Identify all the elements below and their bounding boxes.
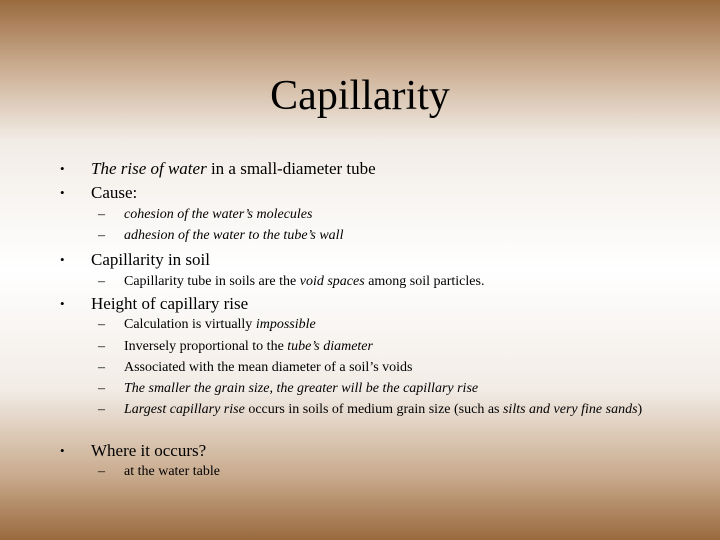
bullet-text xyxy=(91,440,206,462)
sub-bullet-text xyxy=(124,401,664,419)
bullet-icon: • xyxy=(60,443,65,458)
dash-icon: – xyxy=(98,464,105,479)
text-run: Associated with the mean diameter of a soil’s voids xyxy=(124,360,413,375)
dash-icon: – xyxy=(98,339,105,354)
text-run: at the water table xyxy=(124,464,221,479)
dash-icon: – xyxy=(98,274,105,289)
bullet-icon: • xyxy=(60,252,65,267)
bullet-text xyxy=(91,249,210,271)
bullet-text xyxy=(91,293,248,315)
dash-icon: – xyxy=(98,228,105,243)
sub-bullet-text xyxy=(124,206,664,224)
text-run: Height of capillary rise xyxy=(91,294,249,313)
sub-bullet-text xyxy=(124,380,664,398)
text-run: Cause: xyxy=(91,183,138,202)
text-run: Where it occurs? xyxy=(91,441,207,460)
text-run: impossible xyxy=(255,317,316,332)
sub-bullet-text xyxy=(124,273,664,291)
bullet-icon: • xyxy=(60,161,65,176)
sub-bullet-text xyxy=(124,463,664,481)
text-run: Capillarity tube in soils are the xyxy=(124,274,300,289)
dash-icon: – xyxy=(98,402,105,417)
text-run: Calculation is virtually xyxy=(124,317,256,332)
sub-bullet-text xyxy=(124,316,664,334)
dash-icon: – xyxy=(98,381,105,396)
text-run: in a small-diameter tube xyxy=(206,159,376,178)
slide-title: Capillarity xyxy=(270,73,450,119)
text-run: The rise of water xyxy=(91,159,207,178)
bullet-icon: • xyxy=(60,185,65,200)
text-run: silts and very fine sands xyxy=(502,402,638,417)
text-run: Inversely proportional to the xyxy=(124,339,288,354)
text-run: occurs in soils of medium grain size (such as xyxy=(244,402,503,417)
text-run: void spaces xyxy=(299,274,365,289)
bullet-text xyxy=(91,182,137,204)
sub-bullet-text xyxy=(124,338,664,356)
text-run: tube’s diameter xyxy=(287,339,373,354)
bullet-text xyxy=(91,158,376,180)
dash-icon: – xyxy=(98,360,105,375)
text-run: cohesion of the water’s molecules xyxy=(124,207,313,222)
dash-icon: – xyxy=(98,207,105,222)
text-run: Capillarity in soil xyxy=(91,250,210,269)
dash-icon: – xyxy=(98,317,105,332)
bullet-icon: • xyxy=(60,296,65,311)
text-run: Largest capillary rise xyxy=(124,402,245,417)
sub-bullet-text xyxy=(124,359,664,377)
text-run: adhesion of the water to the tube’s wall xyxy=(124,228,344,243)
text-run: ) xyxy=(637,402,643,417)
text-run: The smaller the grain size, the greater will be the capillary rise xyxy=(124,381,479,396)
text-run: among soil particles. xyxy=(364,274,485,289)
sub-bullet-text xyxy=(124,227,664,245)
